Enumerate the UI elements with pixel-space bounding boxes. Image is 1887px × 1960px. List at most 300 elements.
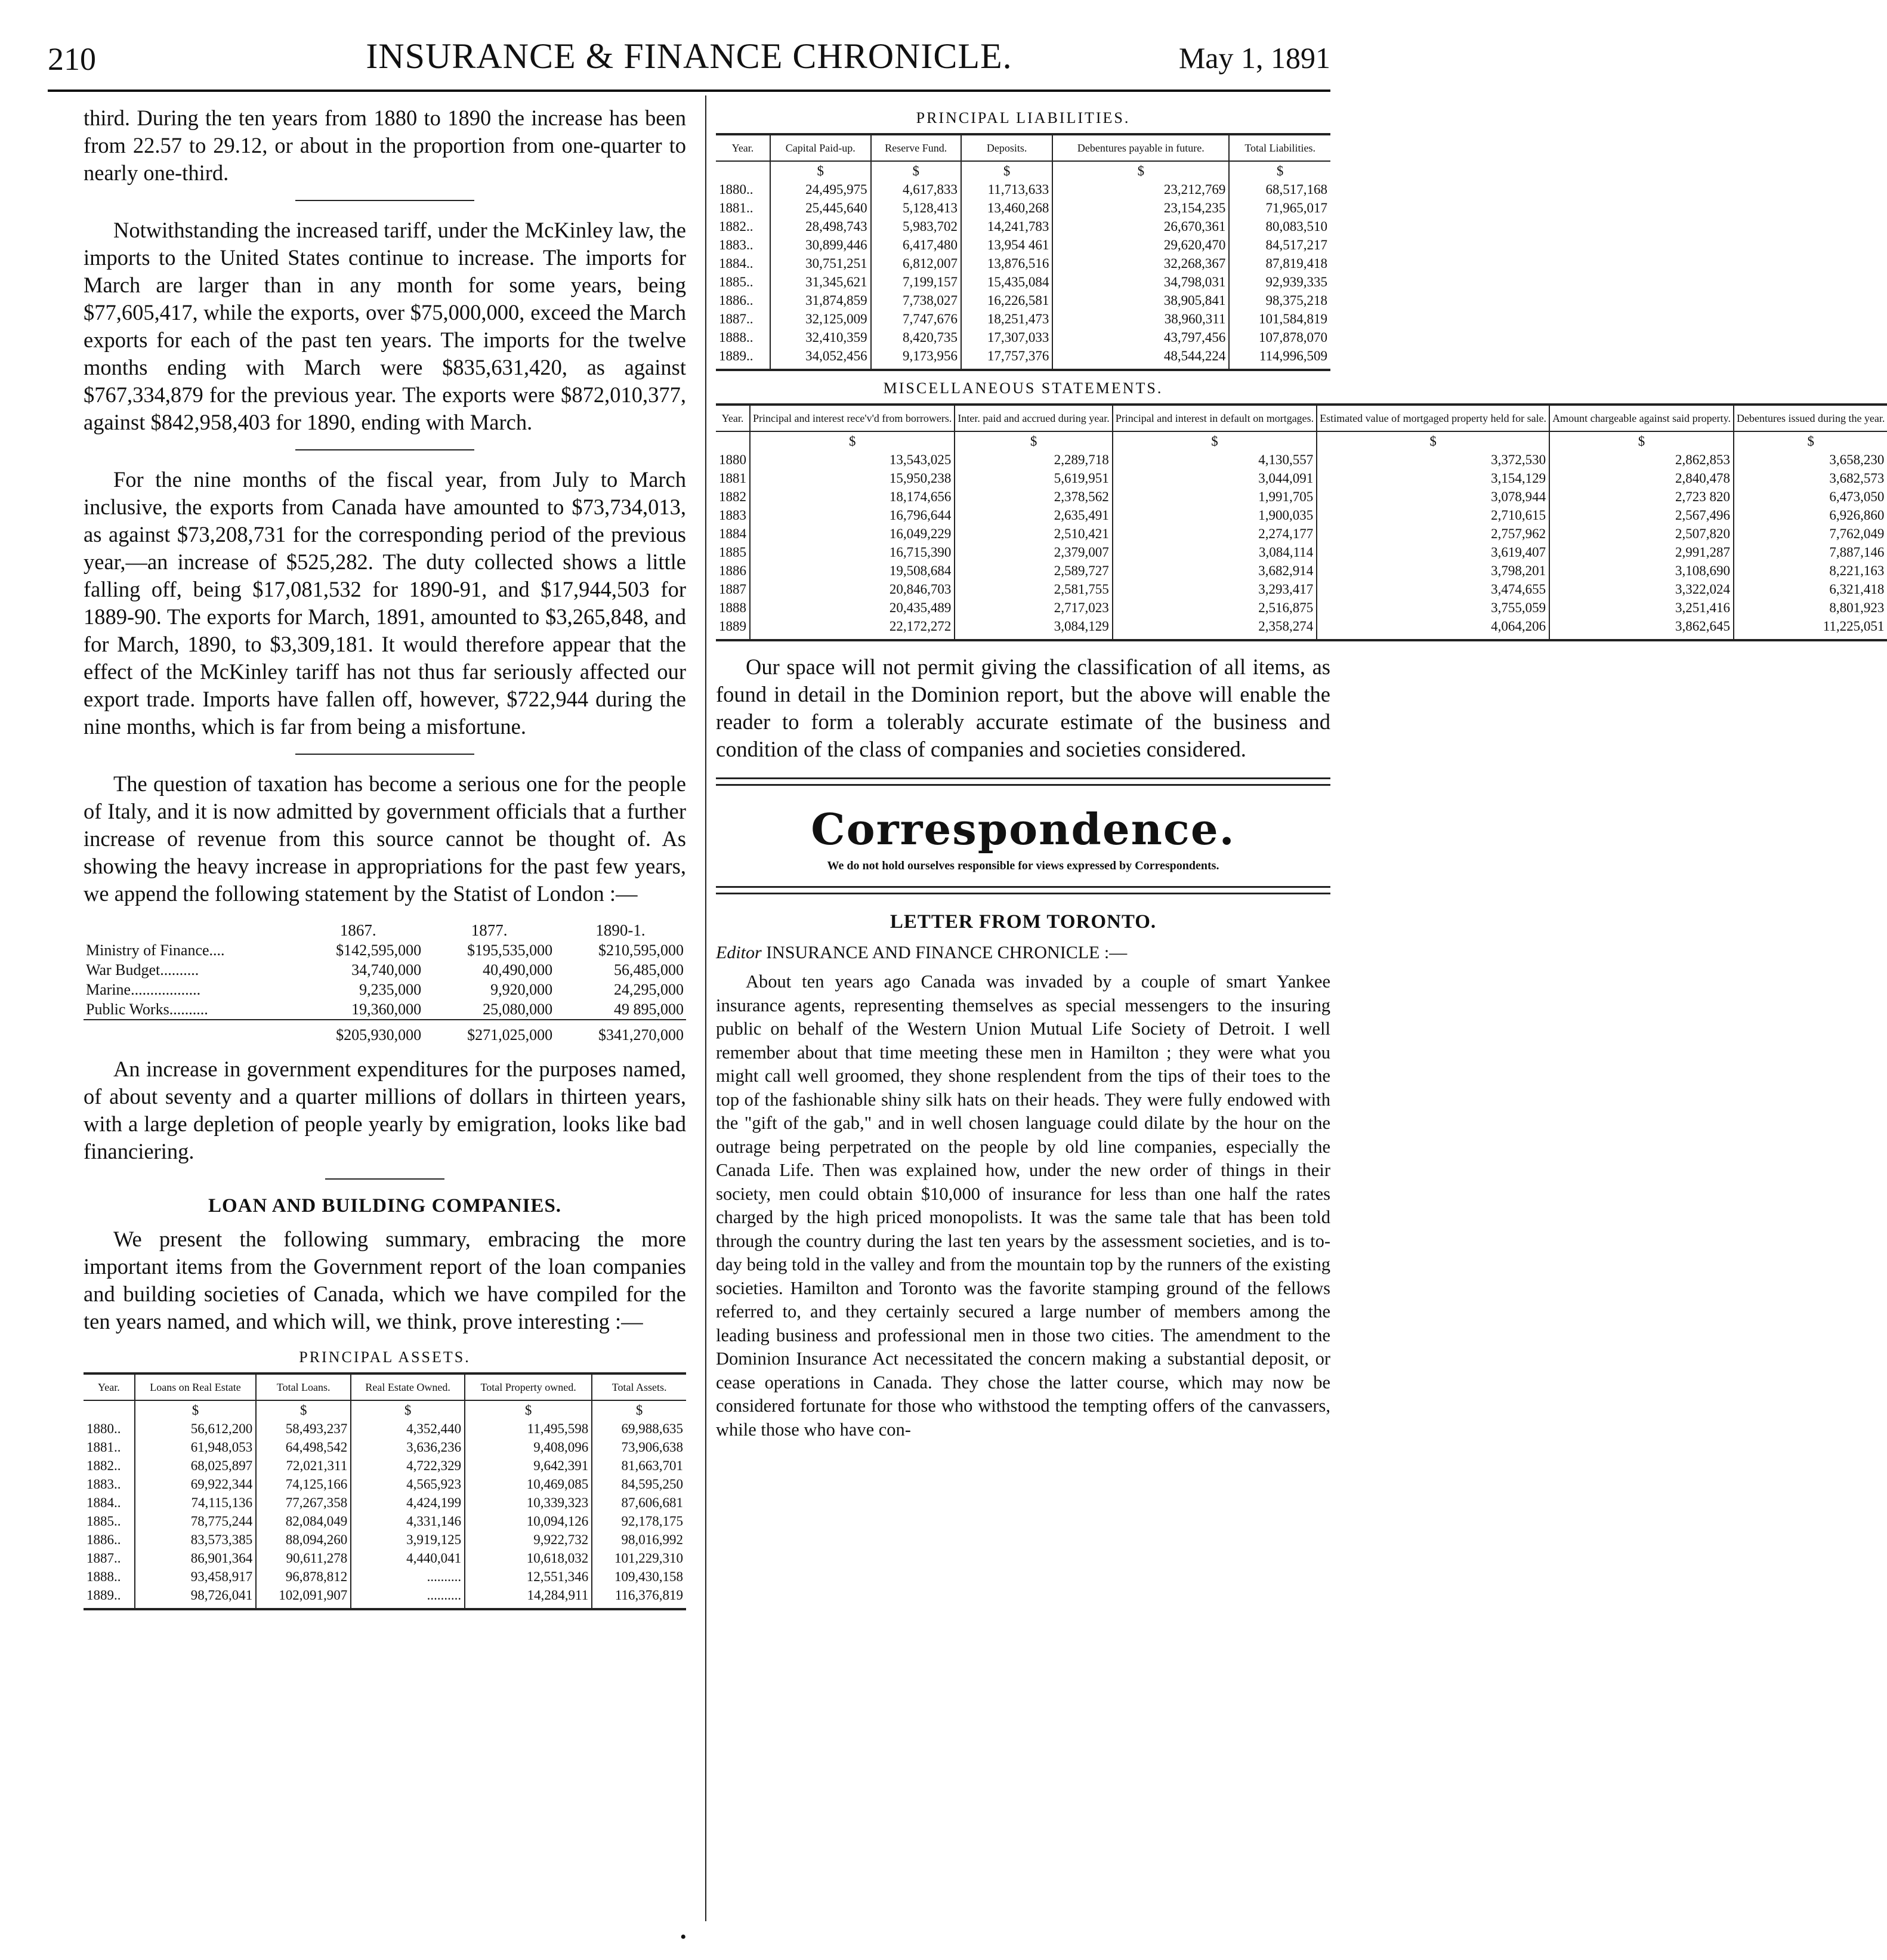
- value-cell: 20,435,489: [750, 598, 955, 617]
- value-cell: 10,469,085: [465, 1475, 592, 1493]
- value-cell: 3,078,944: [1317, 487, 1549, 506]
- value-cell: 6,473,050: [1734, 487, 1887, 506]
- year-cell: 1880..: [719, 182, 753, 197]
- value-cell: 3,154,129: [1317, 469, 1549, 487]
- value-cell: 25,445,640: [770, 199, 871, 217]
- currency-symbol: $: [770, 161, 871, 180]
- value-cell: 114,996,509: [1229, 347, 1330, 370]
- value-cell: 11,713,633: [961, 180, 1052, 199]
- table-row: [716, 347, 1330, 370]
- year-cell: 1882: [719, 489, 746, 504]
- year-cell: 1885: [719, 545, 746, 560]
- value-cell: 43,797,456: [1052, 328, 1229, 347]
- value-cell: 9,173,956: [871, 347, 961, 370]
- value-cell: 28,498,743: [770, 217, 871, 236]
- value-cell: 4,617,833: [871, 180, 961, 199]
- column-header: Real Estate Owned.: [351, 1373, 465, 1400]
- value-cell: 5,983,702: [871, 217, 961, 236]
- value-cell: 15,435,084: [961, 273, 1052, 291]
- value-cell: 38,960,311: [1052, 310, 1229, 328]
- value-cell: 10,094,126: [465, 1512, 592, 1530]
- value-cell: 98,726,041: [135, 1586, 256, 1609]
- table-row: Ministry of Finance.... $142,595,000 $195,535,000 $210,595,000: [86, 942, 684, 959]
- year-cell: 1883: [719, 508, 746, 523]
- year-cell: 1886..: [87, 1532, 121, 1547]
- value-cell: 71,965,017: [1229, 199, 1330, 217]
- divider: [295, 754, 474, 755]
- column-header: Debentures issued during the year.: [1734, 405, 1887, 431]
- value-cell: 7,747,676: [871, 310, 961, 328]
- year-header: 1890-1.: [595, 921, 646, 939]
- value-cell: 90,611,278: [256, 1549, 351, 1567]
- value-cell: ..........: [351, 1567, 465, 1586]
- year-cell: 1883..: [87, 1477, 121, 1492]
- currency-symbol: $: [1229, 161, 1330, 180]
- value-cell: 2,510,421: [955, 524, 1112, 543]
- italy-budget-table: [84, 921, 686, 1045]
- value-cell: 84,517,217: [1229, 236, 1330, 254]
- value-cell: 2,757,962: [1317, 524, 1549, 543]
- value-cell: 8,801,923: [1734, 598, 1887, 617]
- value-cell: 107,878,070: [1229, 328, 1330, 347]
- value-cell: 3,251,416: [1549, 598, 1734, 617]
- value-cell: 12,551,346: [465, 1567, 592, 1586]
- value-cell: 6,926,860: [1734, 506, 1887, 524]
- value-cell: 3,474,655: [1317, 580, 1549, 598]
- divider: [295, 200, 474, 201]
- principal-assets-table: [84, 1372, 686, 1610]
- column-divider: [705, 95, 706, 1921]
- letter-body: About ten years ago Canada was invaded by a couple of smart Yankee insurance agents, representing themselves as special messengers to the insuring public on behalf of the Western Union Mutual Life Society of Detroit. I well remember about that time meeting these men in Hamilton ; they were what you might call well groomed, they shone resplendent from the tips of their toes to the top of the fashionable shiny silk hats on their heads. They were fully endowed with the "gift of the gab," and in well chosen language could dilate by the hour on the outrage being perpetrated on the people by old line companies, especially the Canada Life. Then was explained how, under the new order of things in their society, men could obtain $10,000 of insurance for less than one half the rates charged by the high priced monopolists. It was the same tale that has been told through the country during the last ten years by the assessment societies, and is to-day being told in the valley and from the mountain top by the runners of the existing societies. Hamilton and Toronto was the favorite stamping ground of the fellows referred to, and they certainly secured a large number of members among the leading business and professional men in those two cities. The amendment to the Dominion Insurance Act necessitated the concern making a substantial deposit, or cease operations in Canada. They chose the latter course, which may now be considered fortunate for those who withstood the tempting offers of the canvassers, while those who have con-: [716, 971, 1331, 1440]
- value-cell: 68,517,168: [1229, 180, 1330, 199]
- page-header: [48, 36, 1330, 84]
- column-header: Debentures payable in future.: [1052, 134, 1229, 161]
- value-cell: 17,307,033: [961, 328, 1052, 347]
- double-rule: [716, 777, 1330, 786]
- year-cell: 1881: [719, 471, 746, 486]
- value-cell: 2,289,718: [955, 450, 1112, 469]
- currency-symbol: $: [1549, 431, 1734, 450]
- value-cell: 69,922,344: [135, 1475, 256, 1493]
- table-row: [716, 487, 1887, 506]
- column-header: Total Liabilities.: [1229, 134, 1330, 161]
- table-row: [84, 1549, 686, 1567]
- year-cell: 1881..: [719, 200, 753, 215]
- value-cell: 14,284,911: [465, 1586, 592, 1609]
- table-row: [84, 1512, 686, 1530]
- value-cell: 16,049,229: [750, 524, 955, 543]
- value-cell: 2,710,615: [1317, 506, 1549, 524]
- paragraph: Notwithstanding the increased tariff, under the McKinley law, the imports to the United States continue to increase. The imports for March are larger than in any month for some years, being $77,605,417, while the exports, over $75,000,000, exceed the March exports for each of the past ten years. The imports for the twelve months ending with March were $835,631,420, as against $767,334,879 for the previous year. The exports were $872,010,377, against $842,958,403 for 1890, ending with March.: [84, 218, 686, 434]
- value-cell: 13,954 461: [961, 236, 1052, 254]
- value-cell: 13,876,516: [961, 254, 1052, 273]
- value-cell: 34,052,456: [770, 347, 871, 370]
- value-cell: 2,717,023: [955, 598, 1112, 617]
- table-row: [716, 180, 1330, 199]
- column-header: Inter. paid and accrued during year.: [955, 405, 1112, 431]
- value-cell: 10,339,323: [465, 1493, 592, 1512]
- value-cell: 11,495,598: [465, 1419, 592, 1438]
- currency-symbol: $: [465, 1400, 592, 1419]
- column-header: Principal and interest rece'v'd from borrowers.: [750, 405, 955, 431]
- value-cell: 3,919,125: [351, 1530, 465, 1549]
- table-row: [84, 1475, 686, 1493]
- value-cell: 7,887,146: [1734, 543, 1887, 561]
- column-header: Total Loans.: [256, 1373, 351, 1400]
- column-header: Deposits.: [961, 134, 1052, 161]
- value-cell: 74,115,136: [135, 1493, 256, 1512]
- section-heading: LOAN AND BUILDING COMPANIES.: [208, 1195, 562, 1217]
- table-row: War Budget.......... 34,740,000 40,490,000 56,485,000: [86, 961, 684, 979]
- year-cell: 1880: [719, 452, 746, 467]
- value-cell: 73,906,638: [592, 1438, 686, 1456]
- currency-symbol: $: [1052, 161, 1229, 180]
- column-header: Year.: [98, 1381, 120, 1393]
- value-cell: 18,174,656: [750, 487, 955, 506]
- value-cell: 93,458,917: [135, 1567, 256, 1586]
- column-header: Total Property owned.: [465, 1373, 592, 1400]
- value-cell: 7,738,027: [871, 291, 961, 310]
- value-cell: 3,862,645: [1549, 617, 1734, 640]
- value-cell: 8,420,735: [871, 328, 961, 347]
- value-cell: 4,352,440: [351, 1419, 465, 1438]
- column-header: Loans on Real Estate: [135, 1373, 256, 1400]
- value-cell: 16,226,581: [961, 291, 1052, 310]
- value-cell: 23,212,769: [1052, 180, 1229, 199]
- value-cell: 87,819,418: [1229, 254, 1330, 273]
- currency-symbol: $: [955, 431, 1112, 450]
- value-cell: 84,595,250: [592, 1475, 686, 1493]
- paragraph: We present the following summary, embracing the more important items from the Government report of the loan companies and building societies of Canada, which we have compiled for the ten years named, and which will, we think, prove interesting :—: [84, 1227, 686, 1334]
- currency-symbol: $: [1317, 431, 1549, 450]
- value-cell: 3,372,530: [1317, 450, 1549, 469]
- header-rule: [48, 89, 1330, 92]
- year-cell: 1888: [719, 600, 746, 615]
- value-cell: 23,154,235: [1052, 199, 1229, 217]
- value-cell: 9,408,096: [465, 1438, 592, 1456]
- value-cell: 48,544,224: [1052, 347, 1229, 370]
- value-cell: 2,862,853: [1549, 450, 1734, 469]
- value-cell: 92,178,175: [592, 1512, 686, 1530]
- value-cell: 2,991,287: [1549, 543, 1734, 561]
- year-cell: 1884..: [87, 1495, 121, 1510]
- value-cell: 81,663,701: [592, 1456, 686, 1475]
- column-header: Reserve Fund.: [871, 134, 961, 161]
- year-cell: 1885..: [87, 1514, 121, 1529]
- value-cell: 58,493,237: [256, 1419, 351, 1438]
- value-cell: 3,658,230: [1734, 450, 1887, 469]
- value-cell: 3,293,417: [1113, 580, 1317, 598]
- paragraph: The question of taxation has become a serious one for the people of Italy, and it is now admitted by government officials that a further increase of revenue from this source cannot be thought of. As showing the heavy increase in appropriations for the past few years, we append the following statement by the Statist of London :—: [84, 771, 686, 906]
- value-cell: 92,939,335: [1229, 273, 1330, 291]
- year-cell: 1889..: [719, 348, 753, 363]
- value-cell: 77,267,358: [256, 1493, 351, 1512]
- paragraph: For the nine months of the fiscal year, from July to March inclusive, the exports from Canada have amounted to $73,734,013, as against $73,208,731 for the corresponding period of the previous year,—an increase of $525,282. The duty collected shows a little falling off, being $17,081,532 for 1890-91, and $17,944,503 for 1889-90. The exports for March, 1891, amounted to $3,265,848, and for March, 1890, to $3,309,181. It would therefore appear that the effect of the McKinley tariff has not thus far seriously affected our export trade. Imports have fallen off, however, $722,944 during the nine months, which is far from being a misfortune.: [84, 467, 686, 739]
- table-row: [716, 506, 1887, 524]
- value-cell: 2,378,562: [955, 487, 1112, 506]
- table-row: [84, 1530, 686, 1549]
- value-cell: 32,125,009: [770, 310, 871, 328]
- table-caption: MISCELLANEOUS STATEMENTS.: [883, 379, 1163, 397]
- principal-liabilities-table: [716, 133, 1330, 371]
- value-cell: 87,606,681: [592, 1493, 686, 1512]
- value-cell: 5,128,413: [871, 199, 961, 217]
- value-cell: 30,751,251: [770, 254, 871, 273]
- letter-title: LETTER FROM TORONTO.: [890, 911, 1157, 933]
- value-cell: 2,723 820: [1549, 487, 1734, 506]
- year-cell: 1886: [719, 563, 746, 578]
- column-header: Amount chargeable against said property.: [1549, 405, 1734, 431]
- value-cell: 6,812,007: [871, 254, 961, 273]
- currency-symbol: $: [351, 1400, 465, 1419]
- year-header: 1877.: [471, 921, 508, 939]
- disclaimer: We do not hold ourselves responsible for views expressed by Correspondents.: [827, 859, 1219, 872]
- value-cell: 30,899,446: [770, 236, 871, 254]
- left-column: [84, 104, 686, 1610]
- value-cell: 4,424,199: [351, 1493, 465, 1512]
- value-cell: 17,757,376: [961, 347, 1052, 370]
- value-cell: 69,988,635: [592, 1419, 686, 1438]
- value-cell: 38,905,841: [1052, 291, 1229, 310]
- value-cell: 116,376,819: [592, 1586, 686, 1609]
- currency-symbol: $: [750, 431, 955, 450]
- value-cell: 98,375,218: [1229, 291, 1330, 310]
- currency-symbol: $: [871, 161, 961, 180]
- value-cell: 3,084,114: [1113, 543, 1317, 561]
- value-cell: 3,682,573: [1734, 469, 1887, 487]
- table-row: [84, 1567, 686, 1586]
- value-cell: 83,573,385: [135, 1530, 256, 1549]
- value-cell: 13,460,268: [961, 199, 1052, 217]
- value-cell: 14,241,783: [961, 217, 1052, 236]
- value-cell: 78,775,244: [135, 1512, 256, 1530]
- year-header: 1867.: [339, 921, 376, 939]
- table-caption: PRINCIPAL ASSETS.: [299, 1348, 471, 1366]
- table-caption: PRINCIPAL LIABILITIES.: [916, 109, 1131, 126]
- value-cell: 26,670,361: [1052, 217, 1229, 236]
- value-cell: 64,498,542: [256, 1438, 351, 1456]
- table-row: Public Works.......... 19,360,000 25,080,000 49 895,000: [86, 1001, 684, 1018]
- value-cell: 18,251,473: [961, 310, 1052, 328]
- value-cell: 5,619,951: [955, 469, 1112, 487]
- masthead-title: INSURANCE & FINANCE CHRONICLE.: [366, 36, 1012, 76]
- value-cell: 15,950,238: [750, 469, 955, 487]
- value-cell: 2,567,496: [1549, 506, 1734, 524]
- year-cell: 1881..: [87, 1440, 121, 1455]
- value-cell: 98,016,992: [592, 1530, 686, 1549]
- column-header: Year.: [731, 142, 754, 154]
- value-cell: ..........: [351, 1586, 465, 1609]
- table-row: [716, 254, 1330, 273]
- value-cell: 101,584,819: [1229, 310, 1330, 328]
- column-header: Estimated value of mortgaged property held for sale.: [1317, 405, 1549, 431]
- table-row: [716, 580, 1887, 598]
- value-cell: 2,379,007: [955, 543, 1112, 561]
- value-cell: 24,495,975: [770, 180, 871, 199]
- value-cell: 1,900,035: [1113, 506, 1317, 524]
- table-row: Marine.................. 9,235,000 9,920,000 24,295,000: [86, 981, 684, 998]
- table-row: [716, 524, 1887, 543]
- value-cell: 1,991,705: [1113, 487, 1317, 506]
- double-rule: [716, 886, 1330, 894]
- value-cell: 96,878,812: [256, 1567, 351, 1586]
- value-cell: 4,331,146: [351, 1512, 465, 1530]
- paragraph: third. During the ten years from 1880 to 1890 the increase has been from 22.57 to 29.12, or about in the proportion from one-quarter to nearly one-third.: [84, 106, 686, 185]
- value-cell: 3,636,236: [351, 1438, 465, 1456]
- currency-symbol: $: [135, 1400, 256, 1419]
- value-cell: 4,565,923: [351, 1475, 465, 1493]
- value-cell: 29,620,470: [1052, 236, 1229, 254]
- year-cell: 1886..: [719, 293, 753, 308]
- year-cell: 1887..: [87, 1551, 121, 1566]
- year-cell: 1884..: [719, 256, 753, 271]
- value-cell: 88,094,260: [256, 1530, 351, 1549]
- table-row: [716, 310, 1330, 328]
- value-cell: 4,440,041: [351, 1549, 465, 1567]
- table-row: [716, 598, 1887, 617]
- value-cell: 31,345,621: [770, 273, 871, 291]
- value-cell: 13,543,025: [750, 450, 955, 469]
- year-cell: 1889: [719, 619, 746, 634]
- table-row: [84, 1493, 686, 1512]
- year-cell: 1882..: [87, 1458, 121, 1473]
- section-title: Correspondence.: [811, 804, 1236, 854]
- value-cell: 9,922,732: [465, 1530, 592, 1549]
- value-cell: 19,508,684: [750, 561, 955, 580]
- currency-symbol: $: [1734, 431, 1887, 450]
- table-row: [84, 1419, 686, 1438]
- value-cell: 32,268,367: [1052, 254, 1229, 273]
- column-header: Year.: [721, 412, 744, 424]
- issue-date: May 1, 1891: [1178, 41, 1330, 75]
- year-cell: 1887: [719, 582, 746, 597]
- value-cell: 2,274,177: [1113, 524, 1317, 543]
- currency-symbol: $: [1113, 431, 1317, 450]
- column-header: Principal and interest in default on mortgages.: [1113, 405, 1317, 431]
- table-row: [716, 236, 1330, 254]
- value-cell: 101,229,310: [592, 1549, 686, 1567]
- table-row: [84, 1456, 686, 1475]
- table-row: [716, 543, 1887, 561]
- table-row: [716, 217, 1330, 236]
- currency-symbol: $: [592, 1400, 686, 1419]
- currency-symbol: $: [961, 161, 1052, 180]
- table-row: [716, 199, 1330, 217]
- value-cell: 2,840,478: [1549, 469, 1734, 487]
- table-row: [716, 273, 1330, 291]
- value-cell: 31,874,859: [770, 291, 871, 310]
- table-row: [716, 561, 1887, 580]
- value-cell: 56,612,200: [135, 1419, 256, 1438]
- value-cell: 72,021,311: [256, 1456, 351, 1475]
- total-row: $205,930,000 $271,025,000 $341,270,000: [84, 1020, 686, 1045]
- value-cell: 2,358,274: [1113, 617, 1317, 640]
- value-cell: 22,172,272: [750, 617, 955, 640]
- value-cell: 3,682,914: [1113, 561, 1317, 580]
- value-cell: 4,064,206: [1317, 617, 1549, 640]
- year-cell: 1888..: [719, 330, 753, 345]
- value-cell: 11,225,051: [1734, 617, 1887, 640]
- value-cell: 4,130,557: [1113, 450, 1317, 469]
- value-cell: 61,948,053: [135, 1438, 256, 1456]
- value-cell: 2,516,875: [1113, 598, 1317, 617]
- value-cell: 2,635,491: [955, 506, 1112, 524]
- table-row: [716, 617, 1887, 640]
- value-cell: 80,083,510: [1229, 217, 1330, 236]
- value-cell: 3,084,129: [955, 617, 1112, 640]
- value-cell: 68,025,897: [135, 1456, 256, 1475]
- value-cell: 3,322,024: [1549, 580, 1734, 598]
- table-row: [84, 1586, 686, 1609]
- value-cell: 32,410,359: [770, 328, 871, 347]
- value-cell: 109,430,158: [592, 1567, 686, 1586]
- value-cell: 2,507,820: [1549, 524, 1734, 543]
- column-header: Capital Paid-up.: [770, 134, 871, 161]
- value-cell: 34,798,031: [1052, 273, 1229, 291]
- divider: [325, 1178, 444, 1180]
- table-row: [716, 450, 1887, 469]
- value-cell: 2,581,755: [955, 580, 1112, 598]
- currency-symbol: [716, 161, 770, 180]
- year-cell: 1883..: [719, 237, 753, 252]
- column-header: Total Assets.: [592, 1373, 686, 1400]
- miscellaneous-statements-table: [716, 403, 1887, 641]
- year-cell: 1882..: [719, 219, 753, 234]
- salutation: Editor INSURANCE AND FINANCE CHRONICLE :—: [716, 943, 1128, 962]
- table-row: [716, 291, 1330, 310]
- value-cell: 2,589,727: [955, 561, 1112, 580]
- value-cell: 16,715,390: [750, 543, 955, 561]
- year-cell: 1884: [719, 526, 746, 541]
- value-cell: 74,125,166: [256, 1475, 351, 1493]
- table-row: [716, 469, 1887, 487]
- year-cell: 1880..: [87, 1421, 121, 1436]
- currency-symbol: [84, 1400, 135, 1419]
- year-cell: 1889..: [87, 1588, 121, 1603]
- divider: [295, 449, 474, 450]
- year-cell: 1885..: [719, 274, 753, 289]
- value-cell: 3,755,059: [1317, 598, 1549, 617]
- value-cell: 20,846,703: [750, 580, 955, 598]
- value-cell: 86,901,364: [135, 1549, 256, 1567]
- value-cell: 6,321,418: [1734, 580, 1887, 598]
- table-row: [84, 1438, 686, 1456]
- table-row: [716, 328, 1330, 347]
- right-column: [716, 104, 1885, 1442]
- value-cell: 6,417,480: [871, 236, 961, 254]
- value-cell: 3,108,690: [1549, 561, 1734, 580]
- year-cell: 1887..: [719, 311, 753, 326]
- value-cell: 3,044,091: [1113, 469, 1317, 487]
- value-cell: 3,619,407: [1317, 543, 1549, 561]
- value-cell: 7,199,157: [871, 273, 961, 291]
- value-cell: 9,642,391: [465, 1456, 592, 1475]
- value-cell: 82,084,049: [256, 1512, 351, 1530]
- page-number: 210: [48, 41, 96, 77]
- currency-symbol: $: [256, 1400, 351, 1419]
- value-cell: 10,618,032: [465, 1549, 592, 1567]
- value-cell: 8,221,163: [1734, 561, 1887, 580]
- paragraph: An increase in government expenditures for the purposes named, of about seventy and a quarter millions of dollars in thirteen years, with a large depletion of people yearly by emigration, looks like bad financiering.: [84, 1057, 686, 1163]
- value-cell: 16,796,644: [750, 506, 955, 524]
- bullet-mark: •: [680, 1927, 687, 1947]
- value-cell: 3,798,201: [1317, 561, 1549, 580]
- currency-symbol: [716, 431, 750, 450]
- year-cell: 1888..: [87, 1569, 121, 1584]
- value-cell: 4,722,329: [351, 1456, 465, 1475]
- value-cell: 102,091,907: [256, 1586, 351, 1609]
- value-cell: 7,762,049: [1734, 524, 1887, 543]
